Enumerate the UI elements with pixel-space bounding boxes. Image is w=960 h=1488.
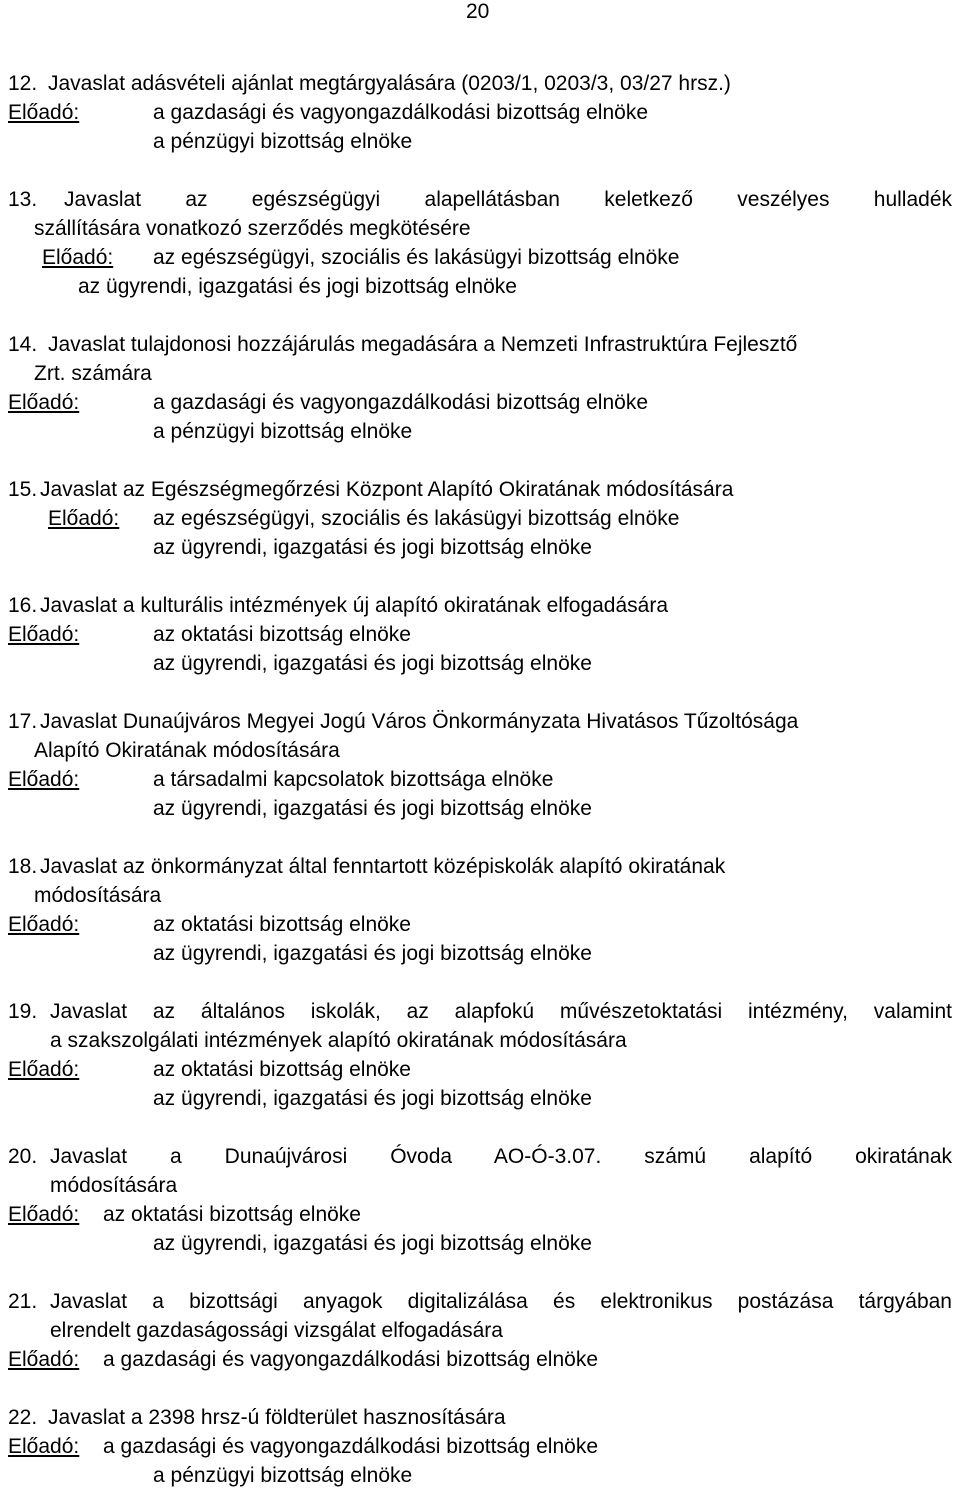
item-title: Javaslat az önkormányzat által fenntartott középiskolák alapító okiratának [40, 855, 726, 878]
item-number: 12. [8, 72, 38, 95]
item-title: Javaslat Dunaújváros Megyei Jogú Város Önkormányzata Hivatásos Tűzoltósága [40, 710, 799, 733]
page-number: 20 [466, 0, 490, 23]
item-title: Javaslat a bizottsági anyagok digitalizálása és elektronikus postázása tárgyában [50, 1290, 952, 1313]
presenter: az oktatási bizottság elnöke [153, 913, 411, 936]
presenter-label: Előadó: [8, 1203, 80, 1226]
presenter: az oktatási bizottság elnöke [153, 1058, 411, 1081]
presenter: az ügyrendi, igazgatási és jogi bizottság elnöke [153, 942, 592, 965]
presenter-label: Előadó: [8, 1058, 80, 1081]
item-number: 18. [8, 855, 38, 878]
presenter-label: Előadó: [8, 101, 80, 124]
item-title: Javaslat a kulturális intézmények új alapító okiratának elfogadására [40, 594, 669, 617]
item-number: 14. [8, 333, 38, 356]
presenter: a pénzügyi bizottság elnöke [153, 420, 413, 443]
presenter-label: Előadó: [8, 391, 80, 414]
item-title: Alapító Okiratának módosítására [34, 739, 340, 762]
presenter-label: Előadó: [8, 1348, 80, 1371]
presenter: az ügyrendi, igazgatási és jogi bizottság elnöke [78, 275, 517, 298]
presenter: az egészségügyi, szociális és lakásügyi bizottság elnöke [153, 507, 680, 530]
presenter: a gazdasági és vagyongazdálkodási bizottság elnöke [153, 101, 649, 124]
presenter-label: Előadó: [42, 246, 114, 269]
presenter-label: Előadó: [48, 507, 120, 530]
item-title: módosítására [50, 1174, 178, 1197]
item-title: Javaslat az általános iskolák, az alapfokú művészetoktatási intézmény, valamint [50, 1000, 952, 1023]
item-title: Javaslat adásvételi ajánlat megtárgyalására (0203/1, 0203/3, 03/27 hrsz.) [48, 72, 731, 95]
presenter: a gazdasági és vagyongazdálkodási bizottság elnöke [103, 1435, 599, 1458]
presenter: az ügyrendi, igazgatási és jogi bizottság elnöke [153, 1232, 592, 1255]
presenter: a gazdasági és vagyongazdálkodási bizottság elnöke [153, 391, 649, 414]
item-title: Zrt. számára [34, 362, 152, 385]
item-number: 20. [8, 1145, 38, 1168]
item-number: 19. [8, 1000, 38, 1023]
item-number: 22. [8, 1406, 38, 1429]
presenter-label: Előadó: [8, 768, 80, 791]
item-title: Javaslat az egészségügyi alapellátásban keletkező veszélyes hulladék [64, 188, 952, 211]
presenter-label: Előadó: [8, 1435, 80, 1458]
presenter: az egészségügyi, szociális és lakásügyi bizottság elnöke [153, 246, 680, 269]
presenter: a pénzügyi bizottság elnöke [153, 1464, 413, 1487]
item-number: 13. [8, 188, 38, 211]
presenter: a pénzügyi bizottság elnöke [153, 130, 413, 153]
presenter-label: Előadó: [8, 913, 80, 936]
presenter: az ügyrendi, igazgatási és jogi bizottság elnöke [153, 536, 592, 559]
item-title: módosítására [34, 884, 162, 907]
presenter: az ügyrendi, igazgatási és jogi bizottság elnöke [153, 652, 592, 675]
item-number: 17. [8, 710, 38, 733]
presenter: az oktatási bizottság elnöke [103, 1203, 361, 1226]
item-title: szállítására vonatkozó szerződés megkötésére [34, 217, 471, 240]
presenter: az ügyrendi, igazgatási és jogi bizottság elnöke [153, 1087, 592, 1110]
item-title: Javaslat az Egészségmegőrzési Központ Alapító Okiratának módosítására [40, 478, 734, 501]
item-number: 16. [8, 594, 38, 617]
item-number: 15. [8, 478, 38, 501]
presenter: a gazdasági és vagyongazdálkodási bizottság elnöke [103, 1348, 599, 1371]
presenter-label: Előadó: [8, 623, 80, 646]
item-title: a szakszolgálati intézmények alapító okiratának módosítására [50, 1029, 627, 1052]
item-title: Javaslat a 2398 hrsz-ú földterület hasznosítására [48, 1406, 506, 1429]
item-title: elrendelt gazdaságossági vizsgálat elfogadására [50, 1319, 503, 1342]
presenter: az oktatási bizottság elnöke [153, 623, 411, 646]
presenter: az ügyrendi, igazgatási és jogi bizottság elnöke [153, 797, 592, 820]
item-number: 21. [8, 1290, 38, 1313]
item-title: Javaslat a Dunaújvárosi Óvoda AO-Ó-3.07. számú alapító okiratának [50, 1145, 952, 1168]
item-title: Javaslat tulajdonosi hozzájárulás megadására a Nemzeti Infrastruktúra Fejlesztő [48, 333, 798, 356]
presenter: a társadalmi kapcsolatok bizottsága elnöke [153, 768, 554, 791]
